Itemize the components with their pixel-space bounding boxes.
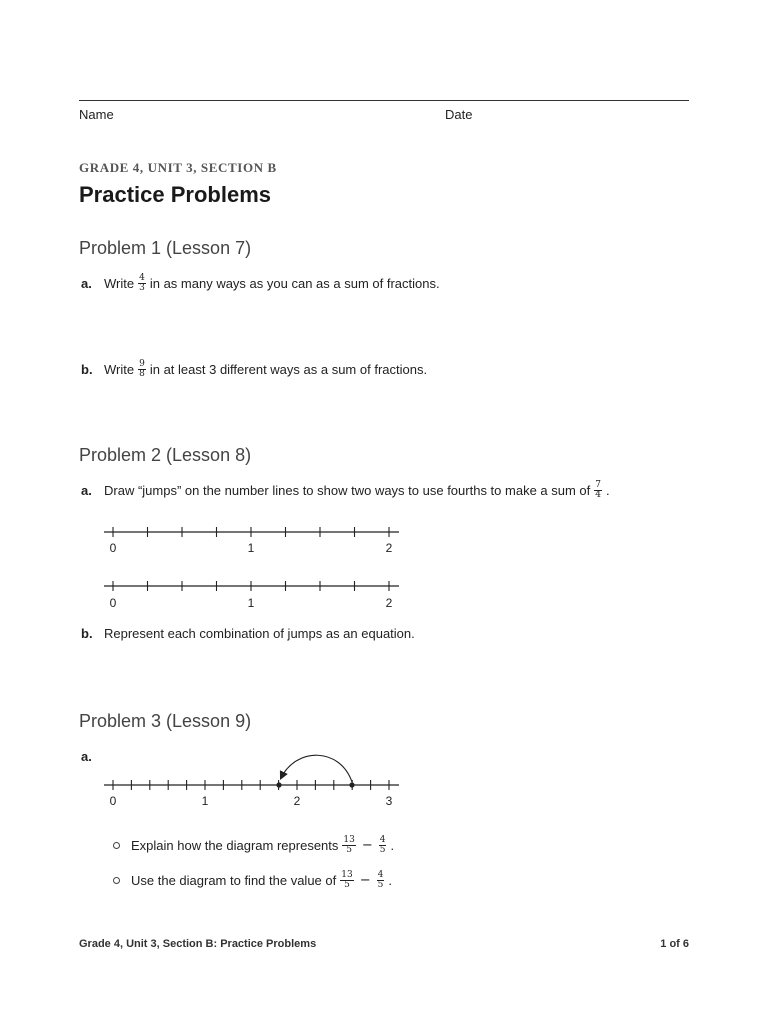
item-text: in as many ways as you can as a sum of fractions. <box>149 276 440 291</box>
section-label: GRADE 4, UNIT 3, SECTION B <box>79 160 277 175</box>
item-text: Write <box>104 362 135 377</box>
fraction-numerator: 4 <box>377 870 384 880</box>
fraction-numerator: 4 <box>139 273 145 283</box>
tick-label: 3 <box>385 794 393 808</box>
problem-3-bullet <box>113 836 394 855</box>
tick-label: 0 <box>109 794 117 808</box>
item-text: . <box>388 873 392 888</box>
fraction-numerator: 13 <box>343 835 355 845</box>
fraction-denominator: 5 <box>344 880 350 890</box>
problem-3-title: Problem 3 (Lesson 9) <box>79 711 252 731</box>
item-text: in at least 3 different ways as a sum of fractions. <box>149 362 428 377</box>
item-text: . <box>606 483 610 498</box>
problem-1a <box>81 274 440 293</box>
fraction-denominator: 5 <box>377 880 384 890</box>
date-label: Date <box>445 107 473 122</box>
fraction-numerator: 7 <box>595 480 601 490</box>
fraction-denominator: 5 <box>379 845 386 855</box>
problem-3-bullet <box>113 871 392 890</box>
problem-1b <box>81 360 427 379</box>
item-text: Represent each combination of jumps as an equation. <box>104 626 415 641</box>
item-marker: a. <box>81 276 92 291</box>
fraction-denominator: 8 <box>139 369 145 379</box>
name-date-rule <box>79 100 689 101</box>
name-label: Name <box>79 107 114 122</box>
problem-1-title: Problem 1 (Lesson 7) <box>79 238 252 258</box>
jump-arrow <box>281 755 352 782</box>
number-line <box>104 581 399 610</box>
fraction <box>138 274 146 293</box>
item-text: Use the diagram to find the value of <box>131 873 337 888</box>
tick-label: 1 <box>201 794 209 808</box>
item-text: Write <box>104 276 135 291</box>
minus-sign: − <box>361 838 373 853</box>
end-point <box>276 782 281 787</box>
fraction-denominator: 4 <box>595 490 601 500</box>
minus-sign: − <box>359 873 371 888</box>
item-marker: a. <box>81 483 92 498</box>
item-text: Explain how the diagram represents <box>131 838 339 853</box>
tick-label: 2 <box>293 794 301 808</box>
page-number: 1 of 6 <box>660 938 689 950</box>
fraction-denominator: 3 <box>139 283 145 293</box>
fraction-numerator: 13 <box>341 870 353 880</box>
tick-label: 1 <box>247 541 255 555</box>
fraction-numerator: 4 <box>379 835 386 845</box>
problem-2-number-lines <box>0 515 420 615</box>
tick-label: 1 <box>247 596 255 610</box>
problem-3-number-line <box>0 745 420 815</box>
item-marker: b. <box>81 362 93 377</box>
problem-2-title: Problem 2 (Lesson 8) <box>79 445 252 465</box>
item-marker: b. <box>81 626 93 641</box>
bullet-icon <box>113 877 120 884</box>
start-point <box>349 782 354 787</box>
tick-label: 0 <box>109 541 117 555</box>
fraction <box>377 871 385 890</box>
fraction <box>594 481 602 500</box>
item-text: Draw “jumps” on the number lines to show two ways to use fourths to make a sum of <box>104 483 591 498</box>
tick-label: 2 <box>385 541 393 555</box>
bullet-icon <box>113 842 120 849</box>
fraction-numerator: 9 <box>139 359 145 369</box>
number-line <box>104 755 399 808</box>
problem-2b <box>81 626 415 641</box>
item-text: . <box>390 838 395 853</box>
fraction <box>379 836 387 855</box>
fraction <box>340 871 353 890</box>
fraction <box>138 360 146 379</box>
number-line <box>104 527 399 555</box>
tick-label: 2 <box>385 596 393 610</box>
tick-label: 0 <box>109 596 117 610</box>
fraction <box>342 836 355 855</box>
footer-title: Grade 4, Unit 3, Section B: Practice Problems <box>79 938 317 950</box>
fraction-denominator: 5 <box>346 845 352 855</box>
item-marker: a. <box>81 749 92 764</box>
page-title: Practice Problems <box>79 182 271 207</box>
problem-2a <box>81 481 610 500</box>
